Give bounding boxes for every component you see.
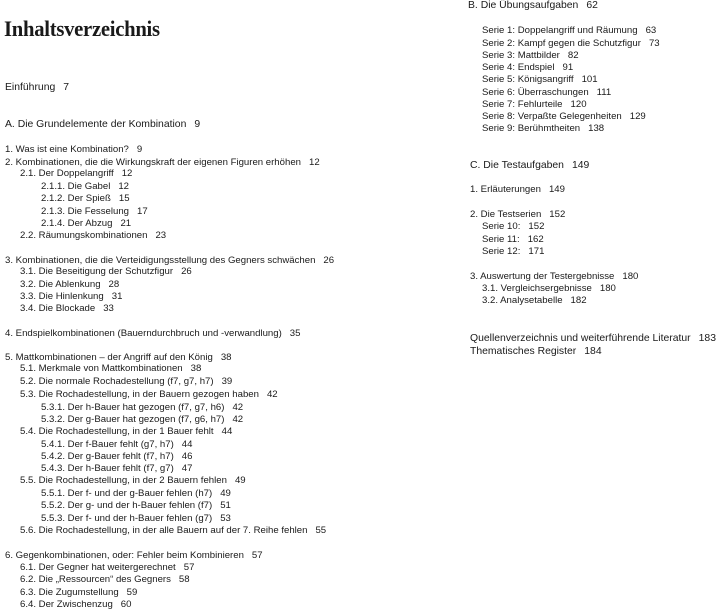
toc-entry-page: 15 bbox=[118, 193, 130, 204]
toc-entry-page: 9 bbox=[194, 119, 201, 130]
toc-entry-label: 3.1. Vergleichsergebnisse bbox=[482, 283, 592, 294]
toc-entry-label: 2. Die Testserien bbox=[470, 209, 542, 220]
toc-entry bbox=[41, 206, 148, 218]
toc-entry-label: Thematisches Register bbox=[470, 346, 577, 357]
toc-entry-label: Serie 5: Königsangriff bbox=[482, 74, 574, 85]
toc-entry bbox=[41, 218, 131, 230]
toc-entry bbox=[20, 426, 232, 438]
toc-entry-label: 3.1. Die Beseitigung der Schutzfigur bbox=[20, 266, 174, 277]
toc-entry bbox=[470, 209, 565, 221]
toc-entry-label: 3.3. Die Hinlenkung bbox=[20, 291, 104, 302]
toc-entry-page: 152 bbox=[549, 209, 566, 220]
toc-entry bbox=[5, 550, 263, 562]
toc-entry bbox=[41, 463, 192, 475]
toc-entry bbox=[20, 587, 137, 599]
toc-entry-label: 2.2. Räumungskombinationen bbox=[20, 230, 148, 241]
toc-entry-label: 1. Was ist eine Kombination? bbox=[5, 144, 129, 155]
toc-entry bbox=[470, 333, 716, 345]
toc-entry-label: Serie 8: Verpaßte Gelegenheiten bbox=[482, 111, 622, 122]
toc-entry bbox=[482, 221, 544, 233]
toc-entry bbox=[5, 119, 200, 131]
toc-entry-label: 5.2. Die normale Rochadestellung (f7, g7, h7) bbox=[20, 376, 214, 387]
toc-entry-page: 149 bbox=[548, 184, 565, 195]
toc-entry-page: 9 bbox=[136, 144, 143, 155]
toc-entry bbox=[470, 346, 602, 358]
toc-entry-page: 12 bbox=[309, 157, 320, 168]
toc-entry-label: 3.4. Die Blockade bbox=[20, 303, 96, 314]
toc-entry-page: 101 bbox=[581, 74, 598, 85]
toc-entry bbox=[482, 283, 616, 295]
toc-entry-page: 21 bbox=[120, 218, 132, 229]
toc-entry-label: 2.1.1. Die Gabel bbox=[41, 181, 111, 192]
toc-entry-label: Serie 2: Kampf gegen die Schutzfigur bbox=[482, 38, 641, 49]
toc-entry bbox=[482, 62, 573, 74]
toc-entry-label: 5.4.1. Der f-Bauer fehlt (g7, h7) bbox=[41, 439, 174, 450]
toc-entry bbox=[470, 184, 565, 196]
toc-entry-page: 82 bbox=[567, 50, 579, 61]
toc-entry-label: 1. Erläuterungen bbox=[470, 184, 541, 195]
toc-entry-label: 6.4. Der Zwischenzug bbox=[20, 599, 113, 610]
toc-entry-page: 138 bbox=[588, 123, 605, 134]
toc-entry-page: 55 bbox=[315, 525, 327, 536]
toc-entry-label: 6. Gegenkombinationen, oder: Fehler beim Kombinieren bbox=[5, 550, 244, 561]
toc-entry bbox=[482, 246, 544, 258]
toc-entry-page: 17 bbox=[137, 206, 148, 217]
toc-entry bbox=[20, 230, 166, 242]
toc-entry-label: C. Die Testaufgaben bbox=[470, 160, 564, 171]
toc-entry-page: 184 bbox=[584, 346, 602, 357]
toc-entry-label: Serie 11: bbox=[482, 234, 520, 245]
toc-entry bbox=[482, 111, 646, 123]
toc-entry-page: 44 bbox=[181, 439, 193, 450]
toc-entry-label: Serie 3: Mattbilder bbox=[482, 50, 560, 61]
toc-entry-page: 42 bbox=[266, 389, 278, 400]
toc-entry-label: Quellenverzeichnis und weiterführende Literatur bbox=[470, 333, 691, 344]
toc-entry-page: 33 bbox=[103, 303, 114, 314]
toc-entry-page: 73 bbox=[648, 38, 660, 49]
toc-entry-page: 162 bbox=[527, 234, 544, 245]
toc-entry-page: 12 bbox=[121, 168, 133, 179]
toc-entry-page: 47 bbox=[181, 463, 193, 474]
toc-entry bbox=[20, 279, 119, 291]
toc-entry-page: 49 bbox=[234, 475, 246, 486]
toc-entry bbox=[41, 451, 192, 463]
toc-entry bbox=[20, 574, 190, 586]
toc-entry bbox=[41, 181, 129, 193]
toc-entry bbox=[470, 271, 638, 283]
toc-entry-page: 26 bbox=[181, 266, 192, 277]
toc-entry-label: 5.5. Die Rochadestellung, in der 2 Bauern fehlen bbox=[20, 475, 227, 486]
toc-entry bbox=[20, 562, 194, 574]
toc-entry-label: Serie 4: Endspiel bbox=[482, 62, 555, 73]
toc-entry bbox=[20, 168, 132, 180]
toc-entry-page: 62 bbox=[586, 0, 598, 11]
toc-entry-label: 3. Kombinationen, die die Verteidigungsstellung des Gegners schwächen bbox=[5, 255, 316, 266]
toc-entry-label: 5.1. Merkmale von Mattkombinationen bbox=[20, 363, 183, 374]
toc-entry-page: 182 bbox=[570, 295, 587, 306]
toc-entry-page: 26 bbox=[323, 255, 335, 266]
toc-entry bbox=[482, 25, 656, 37]
toc-entry-label: 5.3.2. Der g-Bauer hat gezogen (f7, g6, h7) bbox=[41, 414, 225, 425]
toc-entry bbox=[41, 193, 130, 205]
toc-entry bbox=[5, 144, 142, 156]
toc-entry-page: 35 bbox=[289, 328, 301, 339]
toc-entry bbox=[41, 402, 243, 414]
toc-entry-label: Serie 10: bbox=[482, 221, 521, 232]
toc-entry bbox=[20, 599, 131, 611]
page-title: Inhaltsverzeichnis bbox=[4, 16, 160, 41]
toc-entry-label: 5.5.2. Der g- und der h-Bauer fehlen (f7) bbox=[41, 500, 213, 511]
toc-entry-page: 39 bbox=[221, 376, 233, 387]
toc-entry-page: 31 bbox=[111, 291, 123, 302]
toc-entry-page: 180 bbox=[599, 283, 616, 294]
toc-entry bbox=[482, 87, 611, 99]
toc-entry-label: 5.6. Die Rochadestellung, in der alle Bauern auf der 7. Reihe fehlen bbox=[20, 525, 308, 536]
toc-entry-page: 91 bbox=[562, 62, 574, 73]
toc-entry-label: Serie 12: bbox=[482, 246, 521, 257]
toc-entry bbox=[482, 74, 598, 86]
toc-entry bbox=[20, 525, 326, 537]
toc-entry bbox=[482, 99, 587, 111]
toc-entry bbox=[468, 0, 598, 12]
toc-entry bbox=[20, 266, 192, 278]
toc-entry-page: 152 bbox=[528, 221, 545, 232]
toc-entry-page: 183 bbox=[698, 333, 716, 344]
toc-entry bbox=[41, 500, 231, 512]
toc-entry bbox=[20, 291, 122, 303]
toc-entry-label: 5. Mattkombinationen – der Angriff auf den König bbox=[5, 352, 213, 363]
toc-entry-label: B. Die Übungsaufgaben bbox=[468, 0, 579, 11]
toc-entry-page: 180 bbox=[622, 271, 639, 282]
toc-entry bbox=[482, 295, 587, 307]
toc-entry-label: Serie 9: Berühmtheiten bbox=[482, 123, 581, 134]
toc-entry-label: 5.4.2. Der g-Bauer fehlt (f7, h7) bbox=[41, 451, 174, 462]
toc-entry-page: 28 bbox=[108, 279, 120, 290]
toc-entry-label: Serie 7: Fehlurteile bbox=[482, 99, 563, 110]
toc-entry bbox=[41, 439, 192, 451]
toc-entry-page: 57 bbox=[183, 562, 195, 573]
toc-entry-page: 149 bbox=[571, 160, 590, 171]
toc-entry-label: A. Die Grundelemente der Kombination bbox=[5, 119, 187, 130]
toc-entry-label: 3. Auswertung der Testergebnisse bbox=[470, 271, 615, 282]
toc-entry bbox=[41, 488, 231, 500]
toc-entry-page: 57 bbox=[251, 550, 263, 561]
toc-entry-label: 5.3. Die Rochadestellung, in der Bauern gezogen haben bbox=[20, 389, 259, 400]
toc-entry bbox=[20, 475, 246, 487]
toc-entry-label: 6.3. Die Zugumstellung bbox=[20, 587, 119, 598]
toc-entry-label: 5.4. Die Rochadestellung, in der 1 Bauer fehlt bbox=[20, 426, 214, 437]
toc-entry-label: Serie 6: Überraschungen bbox=[482, 87, 589, 98]
toc-entry-page: 111 bbox=[596, 87, 612, 98]
toc-entry bbox=[41, 414, 243, 426]
toc-entry-page: 7 bbox=[63, 82, 70, 93]
toc-entry-page: 58 bbox=[178, 574, 190, 585]
toc-entry-label: 5.4.3. Der h-Bauer fehlt (f7, g7) bbox=[41, 463, 174, 474]
toc-entry bbox=[5, 328, 300, 340]
toc-entry bbox=[482, 234, 544, 246]
toc-entry bbox=[482, 38, 660, 50]
toc-entry-label: 3.2. Die Ablenkung bbox=[20, 279, 101, 290]
toc-entry-label: 5.5.3. Der f- und der h-Bauer fehlen (g7) bbox=[41, 513, 213, 524]
toc-entry-label: 6.1. Der Gegner hat weitergerechnet bbox=[20, 562, 176, 573]
toc-entry-page: 53 bbox=[220, 513, 231, 524]
toc-entry-label: 2.1.3. Die Fesselung bbox=[41, 206, 129, 217]
toc-entry bbox=[20, 376, 232, 388]
toc-entry-label: 2. Kombinationen, die die Wirkungskraft der eigenen Figuren erhöhen bbox=[5, 157, 301, 168]
toc-entry bbox=[20, 389, 278, 401]
toc-entry-page: 60 bbox=[120, 599, 132, 610]
toc-entry-label: 5.3.1. Der h-Bauer hat gezogen (f7, g7, h6) bbox=[41, 402, 225, 413]
toc-entry bbox=[20, 303, 114, 315]
toc-entry-label: 2.1.2. Der Spieß bbox=[41, 193, 111, 204]
toc-entry-page: 42 bbox=[232, 402, 244, 413]
toc-entry bbox=[482, 50, 579, 62]
toc-entry-page: 42 bbox=[232, 414, 244, 425]
toc-entry-page: 23 bbox=[155, 230, 167, 241]
toc-entry-page: 12 bbox=[118, 181, 130, 192]
toc-entry-label: Einführung bbox=[5, 82, 56, 93]
toc-entry bbox=[470, 160, 589, 172]
toc-entry-label: Serie 1: Doppelangriff und Räumung bbox=[482, 25, 638, 36]
toc-entry-label: 2.1. Der Doppelangriff bbox=[20, 168, 114, 179]
toc-entry bbox=[20, 363, 201, 375]
toc-entry-page: 46 bbox=[181, 451, 193, 462]
toc-entry-page: 38 bbox=[220, 352, 232, 363]
toc-entry-page: 44 bbox=[221, 426, 233, 437]
toc-entry-page: 63 bbox=[645, 25, 657, 36]
toc-entry bbox=[41, 513, 231, 525]
toc-entry-page: 171 bbox=[528, 246, 545, 257]
toc-entry-label: 6.2. Die „Ressourcen“ des Gegners bbox=[20, 574, 171, 585]
toc-entry-label: 5.5.1. Der f- und der g-Bauer fehlen (h7) bbox=[41, 488, 213, 499]
toc-entry-page: 120 bbox=[570, 99, 587, 110]
toc-entry-page: 38 bbox=[190, 363, 202, 374]
toc-entry bbox=[482, 123, 604, 135]
toc-entry-page: 51 bbox=[220, 500, 231, 511]
toc-entry-label: 4. Endspielkombinationen (Bauerndurchbruch und -verwandlung) bbox=[5, 328, 282, 339]
toc-entry-page: 49 bbox=[220, 488, 231, 499]
toc-entry-label: 2.1.4. Der Abzug bbox=[41, 218, 113, 229]
toc-entry-page: 59 bbox=[126, 587, 138, 598]
toc-entry bbox=[5, 82, 69, 94]
toc-entry-label: 3.2. Analysetabelle bbox=[482, 295, 563, 306]
toc-entry-page: 129 bbox=[629, 111, 646, 122]
